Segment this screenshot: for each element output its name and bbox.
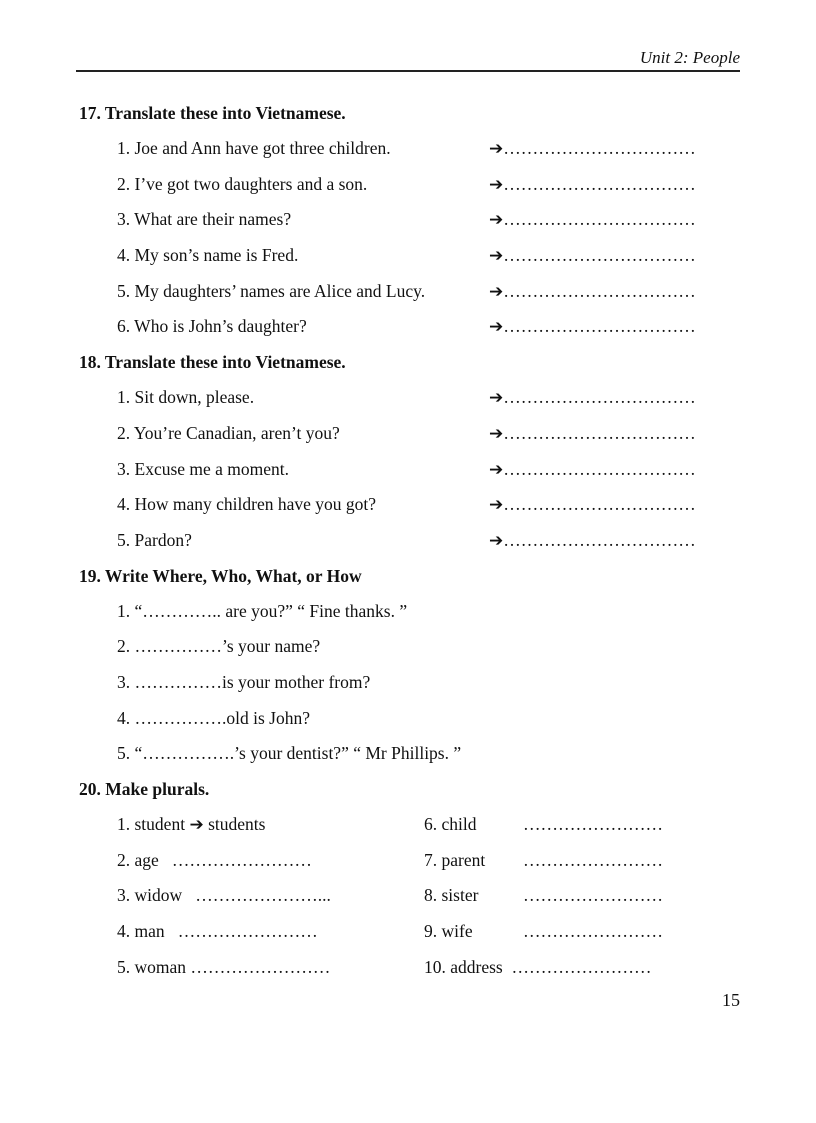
worksheet-content [79,96,739,985]
arrow-icon: ➔ [489,459,504,480]
arrow-icon: ➔ [489,281,504,302]
plurals-row-5 [79,950,739,986]
s19-item-3: 3. ……………is your mother from? [117,671,371,692]
answer-line [489,238,696,275]
answer-dots: …………………………… [503,280,696,301]
answer-line [489,309,696,346]
answer-dots: …………………………… [503,494,696,515]
plural-blank: …………………… [511,956,652,977]
answer-line [489,487,696,524]
item-text: 6. Who is John’s daughter? [117,316,307,337]
s18-item-4 [79,487,739,523]
item-text: 4. How many children have you got? [117,494,377,515]
plural-item [117,843,312,879]
s17-item-2 [79,167,739,203]
item-text: 2. You’re Canadian, aren’t you? [117,422,340,443]
answer-line [489,523,696,560]
plurals-row-1 [79,807,739,843]
answer-dots: …………………………… [503,316,696,337]
answer-line [489,131,696,168]
s19-item-5: 5. “…………….’s your dentist?” “ Mr Phillips. ” [117,743,462,764]
answer-line [489,274,696,311]
item-text: 1. Sit down, please. [117,387,255,408]
running-header: Unit 2: People [639,48,740,67]
s17-item-3 [79,202,739,238]
arrow-icon: ➔ [189,815,204,835]
arrow-icon: ➔ [489,388,504,409]
plural-item [424,950,651,986]
s17-item-1 [79,131,739,167]
plurals-row-2 [79,843,739,879]
plural-word: 9. wife [424,921,473,942]
plural-word: 8. sister [424,885,479,906]
plural-item [117,878,331,914]
plurals-row-3 [79,878,739,914]
plural-word: 3. widow [117,885,183,906]
s19-item-2: 2. ……………’s your name? [117,636,321,657]
plural-answer: students [208,814,266,834]
plural-example [117,807,265,844]
plural-blank: …………………… [171,849,312,870]
answer-dots: …………………………… [503,422,696,443]
s18-item-3 [79,452,739,488]
s19-item-1: 1. “………….. are you?” “ Fine thanks. ” [117,600,408,621]
item-text: 3. Excuse me a moment. [117,458,290,479]
plural-word: 6. child [424,814,477,834]
item-text: 1. Joe and Ann have got three children. [117,138,391,158]
plural-blank: …………………… [190,956,331,977]
answer-dots: …………………………… [503,387,696,408]
answer-line [489,452,696,489]
answer-dots: …………………………… [503,458,696,479]
plural-blank: …………………… [177,921,318,942]
plural-word: 2. age [117,849,159,870]
s17-item-4 [79,238,739,274]
item-text: 4. My son’s name is Fred. [117,245,299,266]
answer-dots: …………………………… [503,529,696,550]
page-number: 15 [722,990,740,1010]
answer-dots: …………………………… [503,245,696,266]
arrow-icon: ➔ [489,139,504,159]
arrow-icon: ➔ [489,495,504,516]
arrow-icon: ➔ [489,423,504,444]
s17-item-6 [79,309,739,345]
plural-word: 7. parent [424,849,486,870]
arrow-icon: ➔ [489,317,504,338]
header-divider [76,70,740,72]
answer-line [489,202,696,239]
plural-item [117,950,330,986]
answer-dots: …………………………… [503,138,696,158]
plural-word: 4. man [117,921,165,942]
arrow-icon: ➔ [489,174,504,195]
plural-blank: …………………… [523,849,663,870]
answer-dots: …………………………… [503,209,696,230]
s17-item-5 [79,274,739,310]
section-18-title: 18. Translate these into Vietnamese. [79,352,346,373]
answer-line [489,167,696,204]
section-20-title: 20. Make plurals. [79,779,210,799]
s18-item-5 [79,523,739,559]
arrow-icon: ➔ [489,530,504,551]
arrow-icon: ➔ [489,246,504,267]
plural-blank: …………………... [195,885,331,906]
section-17-title: 17. Translate these into Vietnamese. [79,103,346,123]
s18-item-2 [79,416,739,452]
item-text: 5. My daughters’ names are Alice and Lucy. [117,280,426,301]
plural-word: 10. address [424,956,503,977]
plural-blank: …………………… [523,885,663,906]
plural-word: 5. woman [117,956,187,977]
answer-line [489,416,696,453]
section-19-title: 19. Write Where, Who, What, or How [79,565,362,586]
arrow-icon: ➔ [489,210,504,231]
plural-blank: …………………… [523,814,663,834]
plural-word: 1. student [117,814,186,834]
plural-item [117,914,318,950]
item-text: 5. Pardon? [117,529,192,550]
plural-blank: …………………… [523,921,663,942]
plurals-row-4 [79,914,739,950]
answer-dots: …………………………… [503,173,696,194]
item-text: 2. I’ve got two daughters and a son. [117,173,368,194]
answer-line [489,380,696,417]
s18-item-1 [79,380,739,416]
item-text: 3. What are their names? [117,209,292,230]
s19-item-4: 4. …………….old is John? [117,707,310,728]
